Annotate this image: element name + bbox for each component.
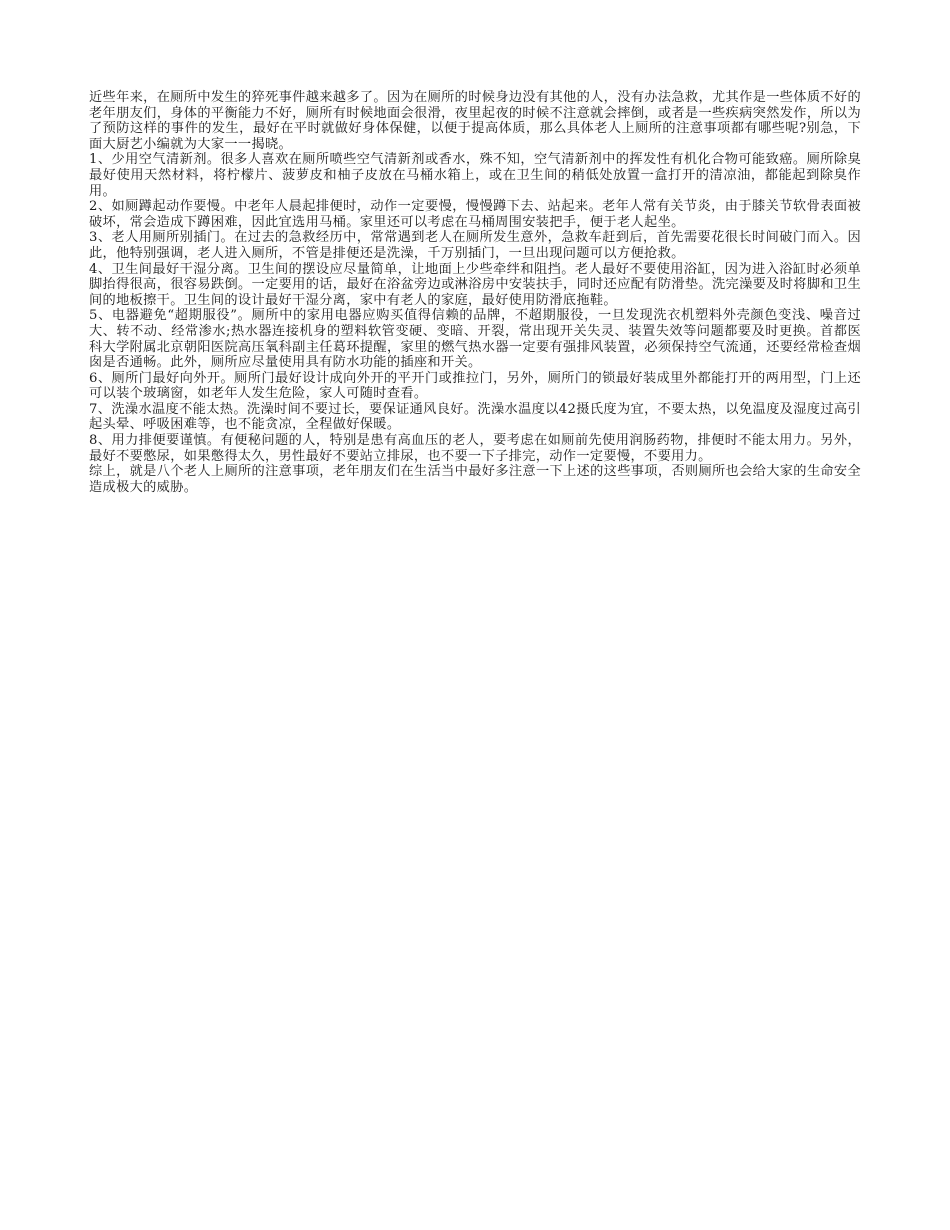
tip-paragraph-3: 3、老人用厕所别插门。在过去的急救经历中，常常遇到老人在厕所发生意外，急救车赶到后，首先需要花很长时间破门而入。因此，他特别强调，老人进入厕所，不管是排便还是洗澡，千万别插门，一旦出现问题可以方便抢救。 <box>89 230 861 261</box>
document-body <box>89 90 861 495</box>
intro-paragraph: 近些年来，在厕所中发生的猝死事件越来越多了。因为在厕所的时候身边没有其他的人，没有办法急救，尤其作是一些体质不好的老年朋友们，身体的平衡能力不好，厕所有时候地面会很滑，夜里起夜的时候不注意就会摔倒，或者是一些疾病突然发作，所以为了预防这样的事件的发生，最好在平时就做好身体保健，以便于提高体质，那么具体老人上厕所的注意事项都有哪些呢?别急，下面大厨艺小编就为大家一一揭晓。 <box>89 90 861 152</box>
tip-paragraph-4: 4、卫生间最好干湿分离。卫生间的摆设应尽量简单，让地面上少些牵绊和阻挡。老人最好不要使用浴缸，因为进入浴缸时必须单脚抬得很高，很容易跌倒。一定要用的话，最好在浴盆旁边或淋浴房中安装扶手，同时还应配有防滑垫。洗完澡要及时将脚和卫生间的地板擦干。卫生间的设计最好干湿分离，家中有老人的家庭，最好使用防滑底拖鞋。 <box>89 261 861 308</box>
tip-paragraph-2: 2、如厕蹲起动作要慢。中老年人晨起排便时，动作一定要慢，慢慢蹲下去、站起来。老年人常有关节炎，由于膝关节软骨表面被破坏，常会造成下蹲困难，因此宜选用马桶。家里还可以考虑在马桶周围安装把手，便于老人起坐。 <box>89 199 861 230</box>
tip-paragraph-1: 1、少用空气清新剂。很多人喜欢在厕所喷些空气清新剂或香水，殊不知，空气清新剂中的挥发性有机化合物可能致癌。厕所除臭最好使用天然材料，将柠檬片、菠萝皮和柚子皮放在马桶水箱上，或在卫生间的稍低处放置一盒打开的清凉油，都能起到除臭作用。 <box>89 152 861 199</box>
conclusion-paragraph: 综上，就是八个老人上厕所的注意事项，老年朋友们在生活当中最好多注意一下上述的这些事项，否则厕所也会给大家的生命安全造成极大的威胁。 <box>89 464 861 495</box>
tip-paragraph-8: 8、用力排便要谨慎。有便秘问题的人，特别是患有高血压的老人，要考虑在如厕前先使用润肠药物，排便时不能太用力。另外，最好不要憋尿，如果憋得太久，男性最好不要站立排尿，也不要一下子排完，动作一定要慢，不要用力。 <box>89 433 861 464</box>
tip-paragraph-6: 6、厕所门最好向外开。厕所门最好设计成向外开的平开门或推拉门，另外，厕所门的锁最好装成里外都能打开的两用型，门上还可以装个玻璃窗，如老年人发生危险，家人可随时查看。 <box>89 370 861 402</box>
tip-paragraph-5: 5、电器避免“超期服役”。厕所中的家用电器应购买值得信赖的品牌，不超期服役，一旦发现洗衣机塑料外壳颜色变浅、噪音过大、转不动、经常渗水;热水器连接机身的塑料软管变硬、变暗、开裂，常出现开关失灵、装置失效等问题都要及时更换。首都医科大学附属北京朝阳医院高压氧科副主任葛环提醒，家里的燃气热水器一定要有强排风装置，必须保持空气流通，还要经常检查烟囱是否通畅。此外，厕所应尽量使用具有防水功能的插座和开关。 <box>89 308 861 371</box>
tip-paragraph-7: 7、洗澡水温度不能太热。洗澡时间不要过长，要保证通风良好。洗澡水温度以42摄氏度为宜，不要太热，以免温度及湿度过高引起头晕、呼吸困难等，也不能贪凉，全程做好保暖。 <box>89 401 861 433</box>
